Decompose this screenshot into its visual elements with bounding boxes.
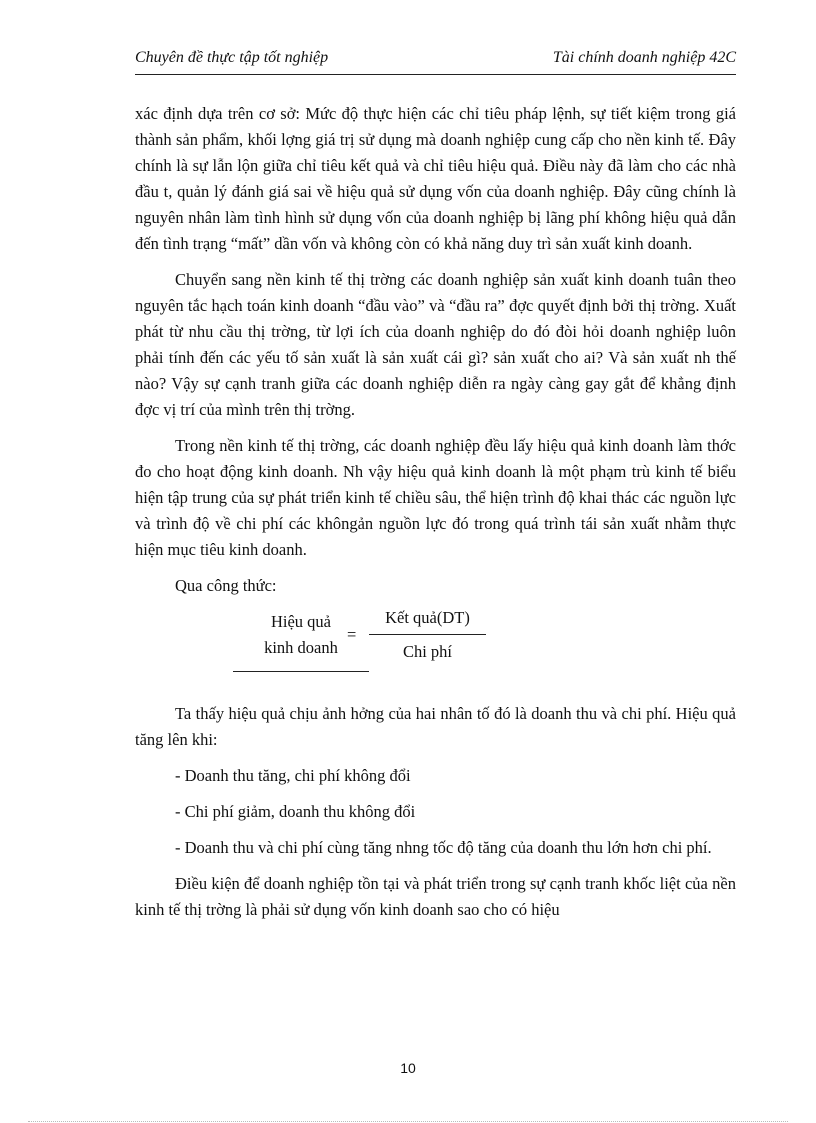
paragraph-5: Ta thấy hiệu quả chịu ảnh hởng của hai nhân tố đó là doanh thu và chi phí. Hiệu quả tăng lên khi:	[135, 704, 736, 749]
formula-numerator: Kết quả(DT)	[385, 608, 470, 627]
bullet-item-3: - Doanh thu và chi phí cùng tăng nhng tốc độ tăng của doanh thu lớn hơn chi phí.	[175, 838, 712, 857]
paragraph-2: Chuyển sang nền kinh tế thị trờng các doanh nghiệp sản xuất kinh doanh tuân theo nguyên tắc hạch toán kinh doanh “đầu vào” và “đầu ra” đợc quyết định bởi thị trờng. Xuất phát từ nhu cầu thị trờng, từ lợi ích của doanh nghiệp do đó đòi hỏi doanh nghiệp luôn phải tính đến các yếu tố sản xuất là sản xuất cái gì? sản xuất cho ai? Và sản xuất nh thế nào? Vậy sự cạnh tranh giữa các doanh nghiệp diễn ra ngày càng gay gắt để khẳng định đợc vị trí của mình trên thị trờng.	[135, 270, 736, 419]
document-body	[135, 101, 736, 933]
header-rule	[135, 74, 736, 75]
page-header	[135, 49, 736, 71]
formula-lhs-line1: Hiệu quả	[270, 612, 332, 631]
bullet-item-2: - Chi phí giảm, doanh thu không đổi	[175, 802, 416, 821]
bullet-item-1: - Doanh thu tăng, chi phí không đổi	[175, 766, 411, 785]
page-number: 10	[400, 1060, 416, 1076]
formula-equals: =	[347, 625, 357, 644]
paragraph-6: Điều kiện để doanh nghiệp tồn tại và phát triển trong sự cạnh tranh khốc liệt của nền kinh tế thị trờng là phải sử dụng vốn kinh doanh sao cho có hiệu	[135, 874, 736, 919]
formula-lhs-underline	[233, 671, 369, 672]
paragraph-1: xác định dựa trên cơ sở: Mức độ thực hiện các chỉ tiêu pháp lệnh, sự tiết kiệm trong giá thành sản phẩm, khối lợng giá trị sử dụng mà doanh nghiệp cung cấp cho nền kinh tế. Đây chính là sự lẫn lộn giữa chỉ tiêu kết quả và chỉ tiêu hiệu quả. Điều này đã làm cho các nhà đầu t, quản lý đánh giá sai về hiệu quả sử dụng vốn của doanh nghiệp. Đây cũng chính là nguyên nhân làm tình hình sử dụng vốn của doanh nghiệp bị lãng phí không hiệu quả dẫn đến tình trạng “mất” dần vốn và không còn có khả năng duy trì sản xuất kinh doanh.	[135, 104, 736, 253]
paragraph-formula-intro: Qua công thức:	[175, 576, 277, 595]
header-left-title: Chuyên đề thực tập tốt nghiệp	[135, 49, 329, 66]
efficiency-formula	[135, 609, 736, 693]
page-bottom-divider	[28, 1121, 788, 1122]
formula-fraction-bar	[369, 634, 486, 635]
formula-denominator: Chi phí	[402, 642, 453, 661]
formula-lhs-line2: kinh doanh	[264, 638, 338, 657]
paragraph-3: Trong nền kinh tế thị trờng, các doanh nghiệp đều lấy hiệu quả kinh doanh làm thớc đo cho hoạt động kinh doanh. Nh vậy hiệu quả kinh doanh là một phạm trù kinh tế biểu hiện tập trung của sự phát triển kinh tế chiều sâu, thể hiện trình độ khai thác các nguồn lực và trình độ về chi phí các khôngản nguồn lực đó trong quá trình tái sản xuất nhằm thực hiện mục tiêu kinh doanh.	[135, 436, 736, 559]
header-right-title: Tài chính doanh nghiệp 42C	[552, 49, 736, 66]
